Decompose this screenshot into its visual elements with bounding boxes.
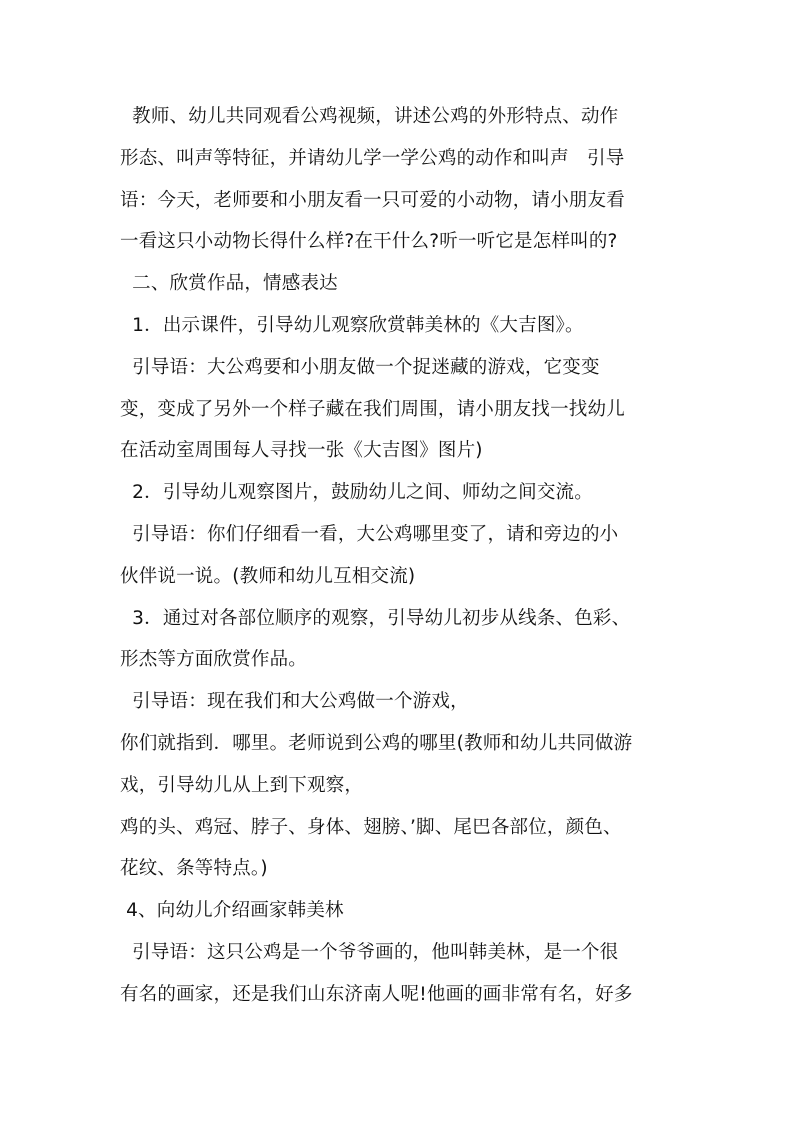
section-heading: 二、欣赏作品，情感表达 bbox=[120, 273, 338, 295]
document-body bbox=[120, 96, 680, 1016]
text-line: 形杰等方面欣赏作品。 bbox=[120, 649, 308, 671]
text-line: 引导语：大公鸡要和小朋友做一个捉迷藏的游戏，它变变 bbox=[120, 356, 600, 378]
text-line: 3．通过对各部位顺序的观察，引导幼儿初步从线条、色彩、 bbox=[120, 607, 631, 629]
text-line: 你们就指到．哪里。老师说到公鸡的哪里(教师和幼儿共同做游 bbox=[120, 732, 633, 754]
text-line: 语：今天，老师要和小朋友看一只可爱的小动物，请小朋友看 bbox=[120, 189, 625, 211]
text-line: 鸡的头、鸡冠、脖子、身体、翅膀、’脚、尾巴各部位，颜色、 bbox=[120, 816, 622, 838]
text-line: 1．出示课件，引导幼儿观察欣赏韩美林的《大吉图》。 bbox=[120, 314, 584, 336]
text-line: 引导语：现在我们和大公鸡做一个游戏， bbox=[120, 691, 469, 713]
text-line: 有名的画家，还是我们山东济南人呢!他画的画非常有名，好多 bbox=[120, 983, 633, 1005]
text-line: 花纹、条等特点。) bbox=[120, 858, 268, 880]
text-line: 在活动室周围每人寻找一张《大吉图》图片) bbox=[120, 440, 483, 462]
text-line: 形态、叫声等特征，并请幼儿学一学公鸡的动作和叫声 引导 bbox=[120, 147, 625, 169]
text-line: 引导语：这只公鸡是一个爷爷画的，他叫韩美林，是一个很 bbox=[120, 941, 619, 963]
text-line: 一看这只小动物长得什么样?在干什么?听一听它是怎样叫的? bbox=[120, 231, 618, 253]
text-line: 引导语：你们仔细看一看，大公鸡哪里变了，请和旁边的小 bbox=[120, 523, 619, 545]
text-line: 教师、幼儿共同观看公鸡视频，讲述公鸡的外形特点、动作 bbox=[120, 106, 619, 127]
section-heading: 4、向幼儿介绍画家韩美林 bbox=[120, 900, 344, 922]
text-line: 2．引导幼儿观察图片，鼓励幼儿之间、师幼之间交流。 bbox=[120, 482, 593, 504]
text-line: 伙伴说一说。(教师和幼儿互相交流) bbox=[120, 565, 416, 587]
text-line: 变，变成了另外一个样子藏在我们周围，请小朋友找一找幼儿 bbox=[120, 398, 625, 420]
text-line: 戏，引导幼儿从上到下观察， bbox=[120, 774, 364, 796]
